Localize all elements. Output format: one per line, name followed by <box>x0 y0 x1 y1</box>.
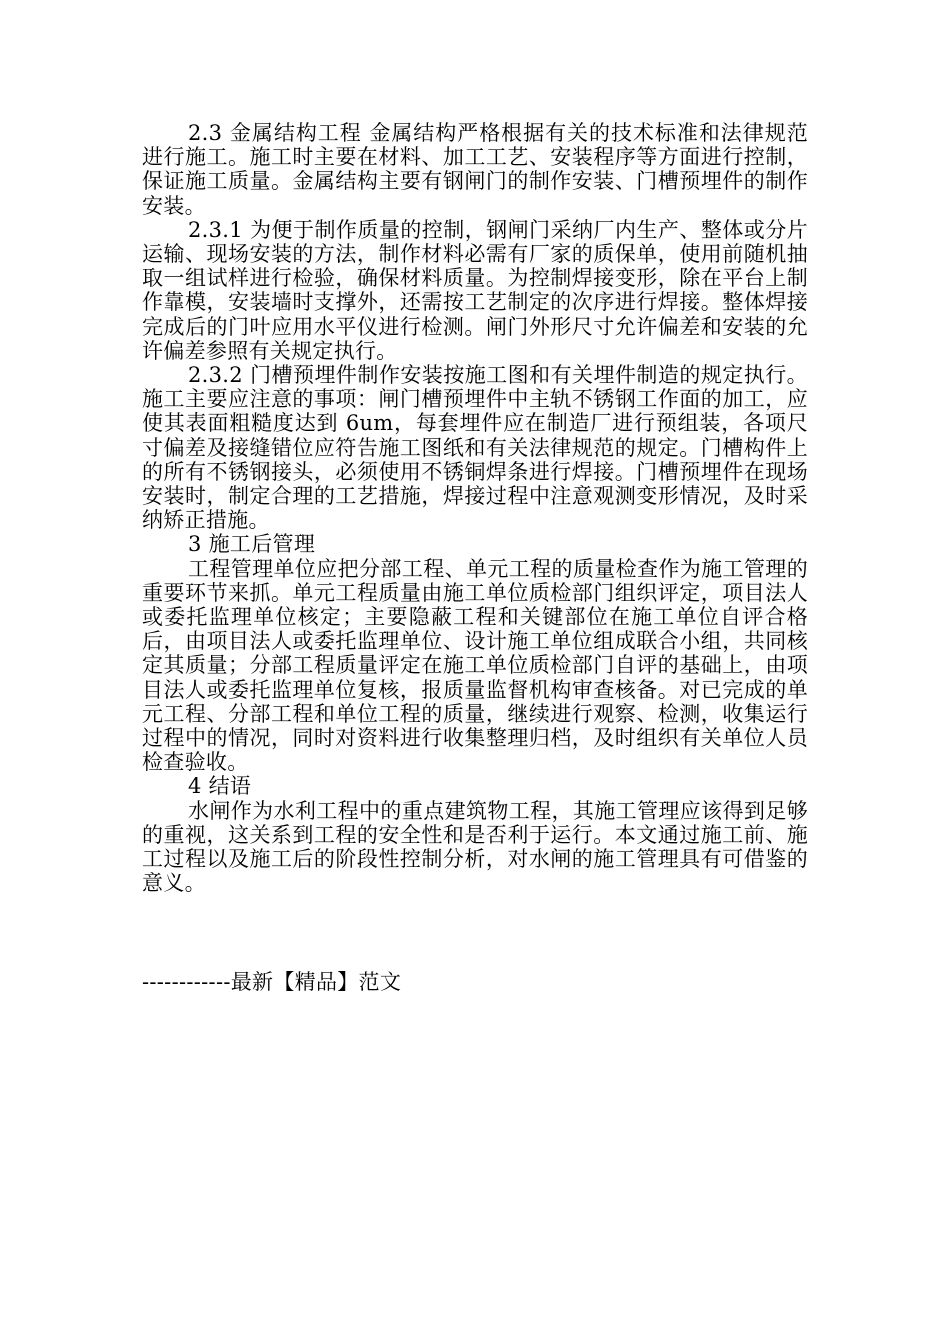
footer-tagline: ------------最新【精品】范文 <box>142 970 402 994</box>
paragraph-post-construction-management: 工程管理单位应把分部工程、单元工程的质量检查作为施工管理的重要环节来抓。单元工程质量由施工单位质检部门组织评定，项目法人或委托监理单位核定；主要隐蔽工程和关键部位在施工单位自评合格后，由项目法人或委托监理单位、设计施工单位组成联合小组，共同核定其质量；分部工程质量评定在施工单位质检部门自评的基础上，由项目法人或委托监理单位复核，报质量监督机构审查核备。对已完成的单元工程、分部工程和单位工程的质量，继续进行观察、检测，收集运行过程中的情况，同时对资料进行收集整理归档，及时组织有关单位人员检查验收。 <box>142 556 808 775</box>
paragraph-gate-slot-embedded-parts: 2.3.2 门槽预埋件制作安装按施工图和有关埋件制造的规定执行。施工主要应注意的事项：闸门槽预埋件中主轨不锈钢工作面的加工，应使其表面粗糙度达到 6um，每套埋件应在制造厂进行预组装，各项尺寸偏差及接缝错位应符告施工图纸和有关法律规范的规定。门槽构件上的所有不锈钢接头，必须使用不锈铜焊条进行焊接。门槽预埋件在现场安装时，制定合理的工艺措施，焊接过程中注意观测变形情况，及时采纳矫正措施。 <box>142 363 808 533</box>
paragraph-conclusion: 水闸作为水利工程中的重点建筑物工程，其施工管理应该得到足够的重视，这关系到工程的安全性和是否利于运行。本文通过施工前、施工过程以及施工后的阶段性控制分析，对水闸的施工管理具有可借鉴的意义。 <box>142 798 808 896</box>
section-heading-post-construction: 3 施工后管理 <box>188 532 316 557</box>
paragraph-metal-structure: 2.3 金属结构工程 金属结构严格根据有关的技术标准和法律规范进行施工。施工时主要在材料、加工工艺、安装程序等方面进行控制，保证施工质量。金属结构主要有钢闸门的制作安装、门槽预埋件的制作安装。 <box>142 121 808 218</box>
document-body <box>142 121 808 896</box>
paragraph-steel-gate: 2.3.1 为便于制作质量的控制，钢闸门采纳厂内生产、整体或分片运输、现场安装的方法，制作材料必需有厂家的质保单，使用前随机抽取一组试样进行检验，确保材料质量。为控制焊接变形，除在平台上制作靠模，安装墙时支撑外，还需按工艺制定的次序进行焊接。整体焊接完成后的门叶应用水平仪进行检测。闸门外形尺寸允许偏差和安装的允许偏差参照有关规定执行。 <box>142 217 808 363</box>
section-heading-conclusion: 4 结语 <box>188 774 252 799</box>
